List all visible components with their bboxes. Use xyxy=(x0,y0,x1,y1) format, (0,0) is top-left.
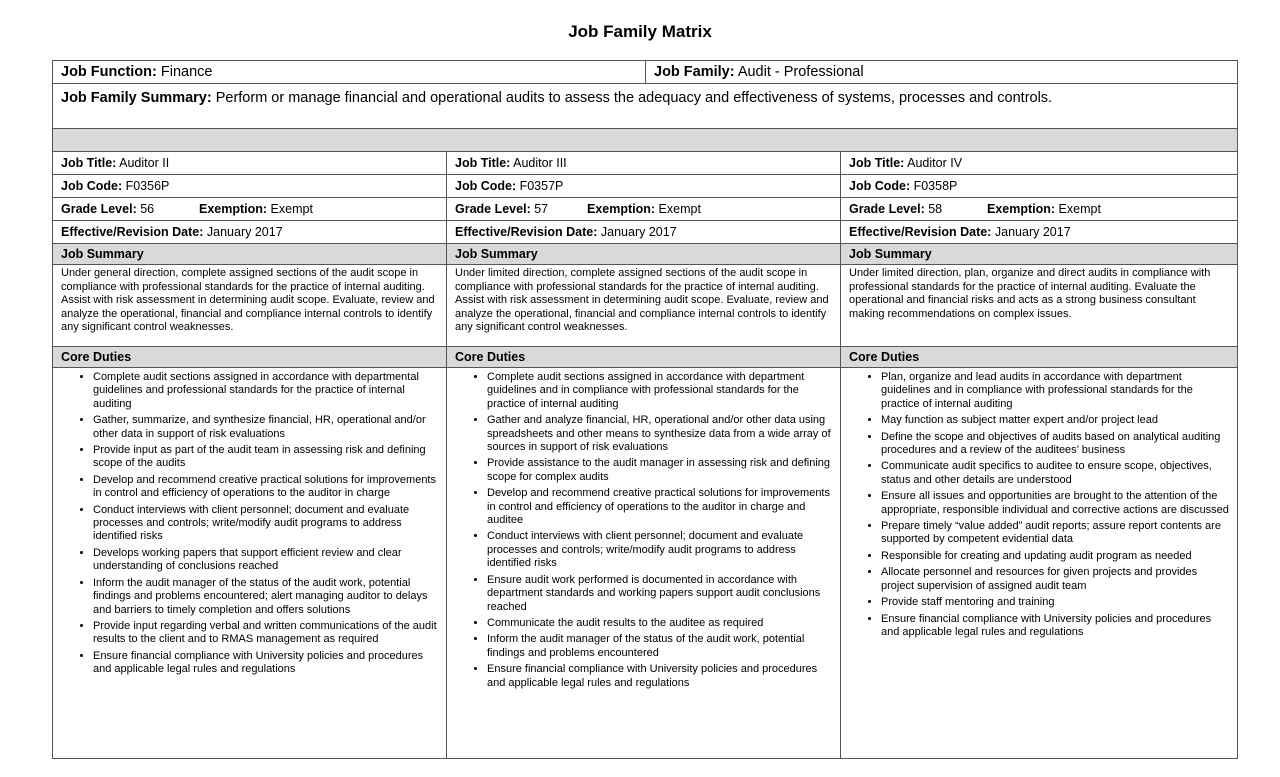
core-duties-header-cell xyxy=(841,347,1238,368)
job-title-cell xyxy=(841,152,1238,175)
core-duties-cell xyxy=(447,368,841,759)
job-code-label: Job Code: xyxy=(455,179,517,193)
duty-item: • Gather, summarize, and synthesize financial, HR, operational and/or other data in support of risk evaluations xyxy=(93,414,438,441)
duty-item: • Provide assistance to the audit manager in assessing risk and defining scope for complex audits xyxy=(487,457,832,484)
exemption-value: Exempt xyxy=(1058,202,1101,216)
job-title-cell xyxy=(447,152,841,175)
grade-level-label: Grade Level: xyxy=(61,202,137,216)
core-duties-cell xyxy=(53,368,447,759)
core-duties-heading: Core Duties xyxy=(849,350,920,364)
job-family-label: Job Family: xyxy=(654,64,735,80)
duty-item: • Complete audit sections assigned in accordance with departmental guidelines and professional standards for the practice of internal auditing xyxy=(93,371,438,411)
job-summary-heading: Job Summary xyxy=(455,247,538,261)
job-matrix-table xyxy=(52,60,1238,759)
job-title-cell xyxy=(53,152,447,175)
job-code-label: Job Code: xyxy=(61,179,123,193)
effective-date-cell xyxy=(841,221,1238,244)
job-family-value: Audit - Professional xyxy=(737,64,864,80)
job-function-cell xyxy=(53,61,646,84)
exemption-label: Exemption: xyxy=(199,202,268,216)
duty-item: • Develop and recommend creative practical solutions for improvements in control and efficiency of operations to the auditor in charge and auditee xyxy=(487,487,832,527)
grade-level-cell xyxy=(53,198,447,221)
job-title-value: Auditor II xyxy=(119,156,170,170)
effective-date-value: January 2017 xyxy=(994,225,1071,239)
job-summary-heading: Job Summary xyxy=(849,247,932,261)
grade-level-label: Grade Level: xyxy=(455,202,531,216)
duty-item: • Ensure financial compliance with University policies and procedures and applicable legal rules and regulations xyxy=(93,650,438,677)
duty-item: • Inform the audit manager of the status of the audit work, potential findings and problems encountered; alert managing auditor to delays and barriers to timely completion and offers solutions xyxy=(93,577,438,617)
core-duties-heading: Core Duties xyxy=(61,350,132,364)
job-family-summary xyxy=(53,84,1238,129)
job-code-cell xyxy=(447,175,841,198)
effective-date-value: January 2017 xyxy=(206,225,283,239)
summary-label: Job Family Summary: xyxy=(61,90,212,106)
job-title-value: Auditor III xyxy=(513,156,567,170)
effective-date-cell xyxy=(447,221,841,244)
grade-level-cell xyxy=(841,198,1238,221)
grade-level-cell xyxy=(447,198,841,221)
duty-item: • Conduct interviews with client personnel; document and evaluate processes and controls; write/modify audit programs to address identified risks xyxy=(487,530,832,570)
job-code-cell xyxy=(53,175,447,198)
duty-item: • Provide input regarding verbal and written communications of the audit results to the client and to RMAS management as required xyxy=(93,620,438,647)
duty-item: • Inform the audit manager of the status of the audit work, potential findings and problems encountered xyxy=(487,633,832,660)
core-duties-header-cell xyxy=(447,347,841,368)
duty-item: • Ensure financial compliance with University policies and procedures and applicable legal rules and regulations xyxy=(487,663,832,690)
spacer-row xyxy=(53,129,1238,152)
duty-item: • Complete audit sections assigned in accordance with department guidelines and in compliance with professional standards for the practice of internal auditing xyxy=(487,371,832,411)
grade-level-value: 57 xyxy=(534,202,549,216)
duty-item: • Provide input as part of the audit team in assessing risk and defining scope of the audits xyxy=(93,444,438,471)
job-summary-header-cell xyxy=(841,244,1238,265)
duty-item: • Gather and analyze financial, HR, operational and/or other data using spreadsheets and other means to synthesize data from a wide array of sources in support of risk evaluations xyxy=(487,414,832,454)
core-duties-list xyxy=(849,371,1229,639)
duty-item: • Prepare timely “value added” audit reports; assure report contents are supported by competent evidential data xyxy=(881,520,1229,547)
job-code-cell xyxy=(841,175,1238,198)
duty-item: • Communicate the audit results to the auditee as required xyxy=(487,617,832,630)
job-family-cell xyxy=(646,61,1238,84)
job-code-label: Job Code: xyxy=(849,179,911,193)
effective-date-label: Effective/Revision Date: xyxy=(455,225,598,239)
exemption-value: Exempt xyxy=(270,202,313,216)
duty-item: • May function as subject matter expert and/or project lead xyxy=(881,414,1229,427)
job-summary-cell xyxy=(841,265,1238,347)
grade-level-value: 56 xyxy=(140,202,155,216)
job-title-value: Auditor IV xyxy=(907,156,963,170)
job-summary-value: Under limited direction, plan, organize and direct audits in compliance with professional standards for the practice of internal auditing. Evaluate the operational and financial risks and acts as a strong business consultant making recommendations on complex issues. xyxy=(849,267,1211,320)
duty-item: • Conduct interviews with client personnel; document and evaluate processes and controls; write/modify audit programs to address identified risks xyxy=(93,504,438,544)
duty-item: • Allocate personnel and resources for given projects and provides project supervision of assigned audit team xyxy=(881,566,1229,593)
duty-item: • Define the scope and objectives of audits based on analytical auditing procedures and a review of the auditees’ business xyxy=(881,431,1229,458)
core-duties-cell xyxy=(841,368,1238,759)
duty-item: • Ensure audit work performed is documented in accordance with department standards and working papers support audit conclusions reached xyxy=(487,574,832,614)
duty-item: • Plan, organize and lead audits in accordance with department guidelines and in compliance with professional standards for the practice of internal auditing xyxy=(881,371,1229,411)
duty-item: • Ensure financial compliance with University policies and procedures and applicable legal rules and regulations xyxy=(881,613,1229,640)
effective-date-cell xyxy=(53,221,447,244)
core-duties-heading: Core Duties xyxy=(455,350,526,364)
job-summary-header-cell xyxy=(53,244,447,265)
page-title: Job Family Matrix xyxy=(568,22,712,41)
job-summary-cell xyxy=(53,265,447,347)
job-function-value: Finance xyxy=(160,64,213,80)
grade-level-label: Grade Level: xyxy=(849,202,925,216)
duty-item: • Develop and recommend creative practical solutions for improvements in control and efficiency of operations to the auditor in charge xyxy=(93,474,438,501)
job-function-label: Job Function: xyxy=(61,64,157,80)
core-duties-list xyxy=(455,371,832,690)
core-duties-list xyxy=(61,371,438,677)
job-summary-header-cell xyxy=(447,244,841,265)
duty-item: • Develops working papers that support efficient review and clear understanding of conclusions reached xyxy=(93,547,438,574)
job-code-value: F0358P xyxy=(913,179,958,193)
effective-date-label: Effective/Revision Date: xyxy=(61,225,204,239)
effective-date-value: January 2017 xyxy=(600,225,677,239)
job-code-value: F0356P xyxy=(125,179,170,193)
duty-item: • Ensure all issues and opportunities are brought to the attention of the appropriate, responsible individual and corrective actions are discussed xyxy=(881,490,1229,517)
job-title-label: Job Title: xyxy=(61,156,117,170)
job-summary-value: Under general direction, complete assigned sections of the audit scope in compliance with professional standards for the practice of internal auditing. Assist with risk assessment in determining audit scope. Evaluate, review and analyze the operational, financial and compliance internal controls to identify any significant control weaknesses. xyxy=(61,267,435,333)
duty-item: • Provide staff mentoring and training xyxy=(881,596,1229,609)
duty-item: • Communicate audit specifics to auditee to ensure scope, objectives, status and other details are understood xyxy=(881,460,1229,487)
exemption-label: Exemption: xyxy=(587,202,656,216)
core-duties-header-cell xyxy=(53,347,447,368)
job-title-label: Job Title: xyxy=(849,156,905,170)
job-summary-heading: Job Summary xyxy=(61,247,144,261)
job-title-label: Job Title: xyxy=(455,156,511,170)
duty-item: • Responsible for creating and updating audit program as needed xyxy=(881,550,1229,563)
summary-text: Perform or manage financial and operational audits to assess the adequacy and effectiveness of systems, processes and controls. xyxy=(215,90,1053,106)
exemption-label: Exemption: xyxy=(987,202,1056,216)
effective-date-label: Effective/Revision Date: xyxy=(849,225,992,239)
job-summary-cell xyxy=(447,265,841,347)
job-code-value: F0357P xyxy=(519,179,564,193)
grade-level-value: 58 xyxy=(928,202,943,216)
exemption-value: Exempt xyxy=(658,202,701,216)
job-summary-value: Under limited direction, complete assigned sections of the audit scope in compliance with professional standards for the practice of internal auditing. Assist with risk assessment in determining audit scope. Evaluate, review and analyze the operational, financial and compliance internal controls to identify any significant control weaknesses. xyxy=(455,267,829,333)
